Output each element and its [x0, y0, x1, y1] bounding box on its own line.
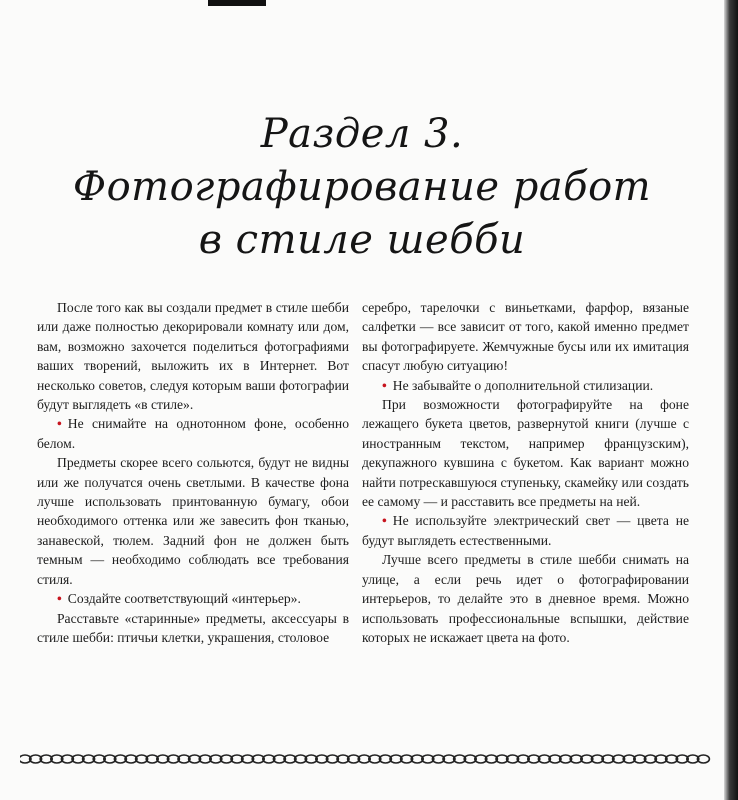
right-column [362, 298, 689, 647]
bullet-item [37, 589, 349, 608]
paragraph: После того как вы создали предмет в стиле шебби или даже полностью декорировали комнату или дом, вам, возможно захочется поделиться фотографиями ваших творений, выложить их в Интернет. Вот несколько советов, следуя которым ваши фотографии будут выглядеть «в стиле». [37, 300, 349, 413]
paragraph: Предметы скорее всего сольются, будут не видны или же получатся очень светлыми. В качестве фона лучше использовать принтованную бумагу, обои необходимого оттенка или же завесить фон тканью, занавеской, тюлем. Задний фон не должен быть темным — необходимо соблюдать все требования стиля. [37, 455, 349, 587]
bullet-text: Не забывайте о дополнительной стилизации. [392, 377, 654, 393]
section-heading [0, 108, 724, 267]
bullet-dot-icon: • [382, 513, 387, 529]
chain-ornament-icon [20, 752, 718, 766]
paragraph: Лучше всего предметы в стиле шебби снимать на улице, а если речь идет о фотографировании интерьеров, то делайте это в дневное время. Можно использовать профессиональные вспышки, действие которых не искажает цвета на фото. [362, 552, 689, 645]
bullet-text: Не снимайте на однотонном фоне, особенно белом. [37, 416, 349, 451]
paragraph-continuation: серебро, тарелочки с виньетками, фарфор, вязаные салфетки — все зависит от того, какой именно предмет вы фотографируете. Жемчужные бусы или их имитация спасут любую ситуацию! [362, 300, 689, 374]
bullet-dot-icon: • [382, 377, 387, 393]
bullet-item [362, 511, 689, 550]
left-column [37, 298, 349, 647]
bullet-text: Создайте соответствующий «интерьер». [67, 591, 301, 607]
paragraph: Расставьте «старинные» предметы, аксессуары в стиле шебби: птичьи клетки, украшения, столовое [37, 610, 349, 645]
bullet-item [37, 414, 349, 453]
heading-line-2: Фотографирование работ [72, 164, 652, 210]
bullet-item [362, 376, 689, 395]
bullet-text: Не используйте электрический свет — цвета не будут выглядеть естественными. [362, 513, 689, 548]
paragraph: При возможности фотографируйте на фоне лежащего букета цветов, развернутой книги (лучше с иностранным текстом, например французским), декупажного кувшина с букетом. Как вариант можно найти потрескавшуюся ступеньку, скамейку или создать ее самому — и расставить все предметы на ней. [362, 397, 689, 510]
page-edge-shadow [724, 0, 738, 800]
bullet-dot-icon: • [57, 416, 62, 432]
heading-line-1: Раздел 3. [260, 111, 464, 157]
bullet-dot-icon: • [57, 591, 62, 607]
top-edge-mark [208, 0, 266, 6]
heading-line-3: в стиле шебби [198, 217, 526, 263]
